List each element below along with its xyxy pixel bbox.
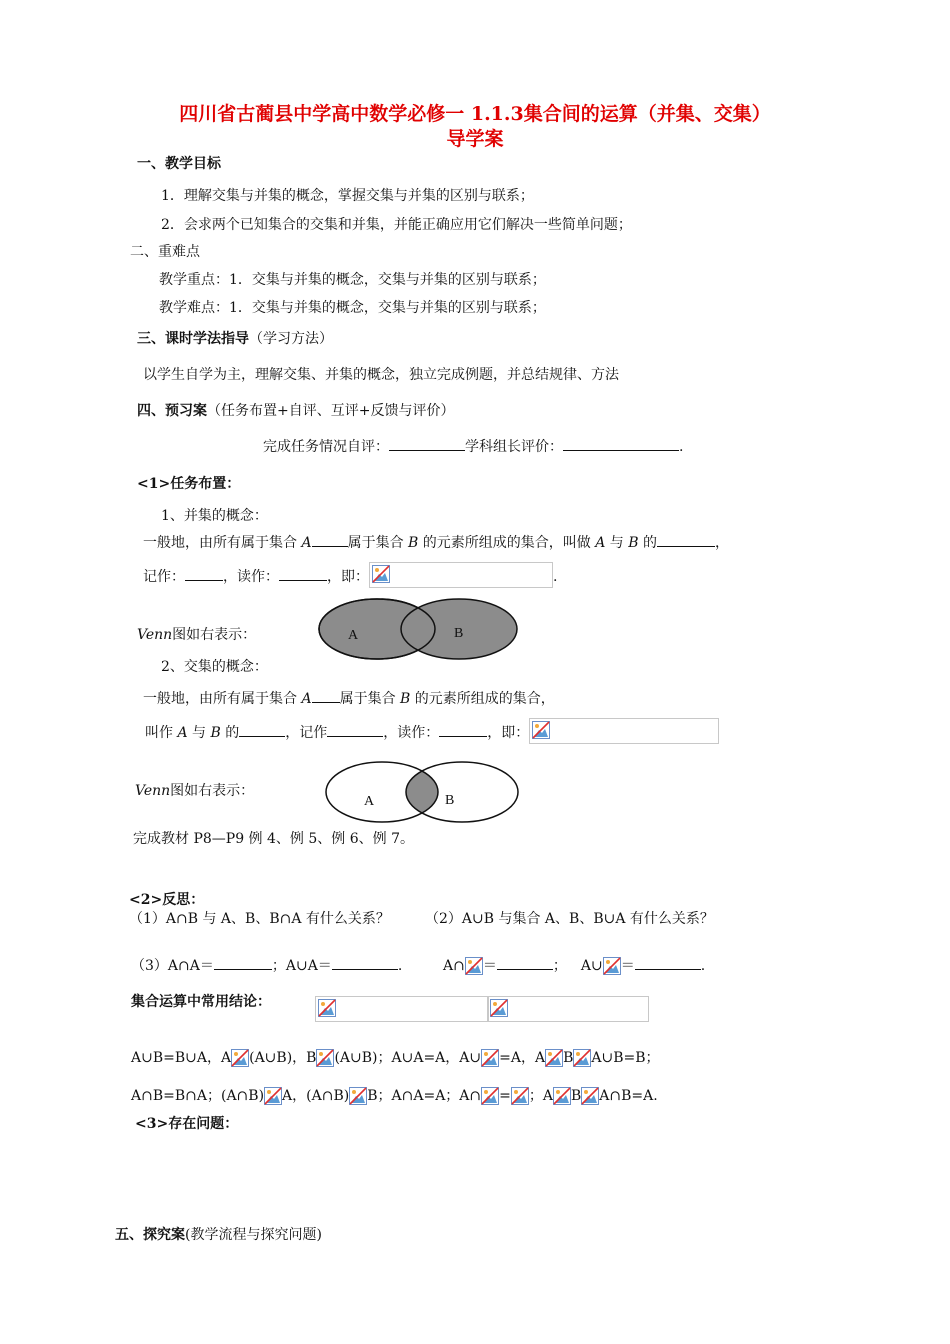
var-b: B (210, 725, 221, 741)
text: ；A (528, 1088, 553, 1104)
union-notation-blank[interactable] (185, 566, 223, 581)
text: 叫作 (145, 725, 178, 741)
broken-image-icon (372, 565, 390, 583)
reflection-question-3 (131, 955, 402, 975)
reflection-question-1: （1）A∩B 与 A、B、B∩A 有什么关系？ (129, 911, 390, 927)
formula-image-placeholder (369, 562, 553, 588)
text: 的 (638, 535, 658, 551)
text: B (563, 1050, 574, 1066)
text: . (397, 958, 403, 974)
text: ＝ (620, 958, 635, 974)
text: A∩ (443, 958, 465, 974)
section-heading-inquiry-note: (教学流程与探究问题) (185, 1227, 322, 1243)
answer-blank[interactable] (497, 955, 553, 970)
text: 属于集合 (339, 691, 401, 707)
text: . (700, 958, 706, 974)
section-heading-inquiry (115, 1224, 322, 1244)
text: A∪B=B； (591, 1050, 660, 1066)
union-reading-blank[interactable] (279, 566, 327, 581)
venn-text: 图如右表示： (172, 627, 257, 643)
venn-label-a: A (364, 794, 375, 809)
var-a: A (177, 725, 188, 741)
var-a: A (301, 535, 312, 551)
section-heading-preview (137, 400, 454, 420)
broken-image-icon (581, 1087, 599, 1105)
var-b: B (628, 535, 639, 551)
intersection-definition-line2 (145, 720, 719, 746)
venn-label-b: B (445, 793, 455, 808)
text: A∩B=B∩A；(A∩B) (131, 1088, 265, 1104)
broken-image-icon (264, 1087, 282, 1105)
answer-blank[interactable] (635, 955, 701, 970)
union-title: 1、并集的概念： (161, 508, 268, 524)
text: . (553, 569, 558, 585)
union-blank-1[interactable] (312, 532, 348, 547)
broken-image-icon (490, 999, 508, 1017)
conclusions-heading: 集合运算中常用结论： (131, 994, 271, 1010)
intersection-blank-2[interactable] (239, 722, 285, 737)
section-heading-method-note: （学习方法） (249, 331, 333, 347)
leader-eval-label: 学科组长评价： (465, 439, 563, 455)
formula-image-placeholder (487, 996, 649, 1022)
objective-item: 2．会求两个已知集合的交集和并集，并能正确应用它们解决一些简单问题； (161, 217, 632, 233)
intersection-blank-1[interactable] (312, 688, 340, 703)
answer-blank[interactable] (332, 955, 398, 970)
section-heading-preview-title: 四、预习案 (137, 403, 207, 419)
conclusion-line-1 (131, 1047, 660, 1067)
text: 一般地，由所有属于集合 (143, 691, 302, 707)
text: ； (552, 958, 567, 974)
text: ，即： (327, 569, 369, 585)
text: ，记作 (285, 725, 328, 741)
venn-caption-union (137, 624, 256, 644)
broken-image-icon (553, 1087, 571, 1105)
broken-image-icon (545, 1049, 563, 1067)
union-definition-line1 (143, 532, 729, 552)
text: 的元素所组成的集合， (410, 691, 555, 707)
var-b: B (400, 691, 411, 707)
section-heading-method-title: 三、课时学法指导 (137, 331, 249, 347)
section-heading-preview-note: （任务布置+自评、互评+反馈与评价） (207, 403, 455, 419)
venn-text: 图如右表示： (170, 783, 255, 799)
eval-end: . (679, 439, 684, 455)
reflection-question-3-cont (443, 955, 705, 975)
section-heading-inquiry-title: 五、探究案 (115, 1227, 185, 1243)
text: ，即： (487, 725, 530, 741)
var-a: A (301, 691, 312, 707)
reflection-question-2: （2）A∪B 与集合 A、B、B∪A 有什么关系？ (425, 911, 714, 927)
formula-image-placeholder (529, 718, 719, 744)
document-title-line2: 导学案 (446, 128, 504, 150)
venn-label-a: A (348, 628, 359, 643)
text: A∩B=A. (599, 1088, 658, 1104)
text: 记作： (143, 569, 185, 585)
conclusion-line-2 (131, 1085, 658, 1105)
objective-item: 1．理解交集与并集的概念，掌握交集与并集的区别与联系； (161, 188, 534, 204)
text: 与 (187, 725, 211, 741)
text: ；A∪A＝ (271, 958, 332, 974)
venn-diagram-union (318, 597, 520, 661)
text: B；A∩A=A；A∩ (367, 1088, 482, 1104)
leader-eval-blank[interactable] (563, 436, 679, 451)
text: A∪ (580, 958, 603, 974)
var-a: A (595, 535, 606, 551)
venn-diagram-intersection (324, 760, 520, 824)
task-heading: <1>任务布置： (137, 476, 241, 492)
document-title-line1: 四川省古蔺县中学高中数学必修一 1.1.3集合间的运算（并集、交集） (179, 103, 771, 125)
intersection-definition-line1 (143, 688, 555, 708)
method-text: 以学生自学为主，理解交集、并集的概念，独立完成例题，并总结规律、方法 (143, 367, 619, 383)
text: （3）A∩A＝ (131, 958, 214, 974)
broken-image-icon (465, 957, 483, 975)
section-heading-method (137, 328, 333, 348)
text: ，读作： (383, 725, 440, 741)
answer-blank[interactable] (214, 955, 272, 970)
text: 属于集合 (347, 535, 409, 551)
text: 一般地，由所有属于集合 (143, 535, 302, 551)
evaluation-line (263, 436, 683, 456)
intersection-reading-blank[interactable] (439, 722, 487, 737)
text: A∪B=B∪A，A (131, 1050, 232, 1066)
broken-image-icon (349, 1087, 367, 1105)
text: 的元素所组成的集合，叫做 (418, 535, 596, 551)
self-eval-label: 完成任务情况自评： (263, 439, 389, 455)
textbook-exercise: 完成教材 P8—P9 例 4、例 5、例 6、例 7。 (133, 831, 414, 847)
text: = (499, 1088, 511, 1104)
problems-heading: <3>存在问题： (135, 1116, 239, 1132)
text: ，读作： (223, 569, 279, 585)
broken-image-icon (231, 1049, 249, 1067)
text: ， (715, 535, 730, 551)
text: 的 (220, 725, 240, 741)
broken-image-icon (573, 1049, 591, 1067)
text: (A∪B)，B (249, 1050, 317, 1066)
union-definition-line2 (143, 564, 557, 590)
broken-image-icon (318, 999, 336, 1017)
text: =A，A (499, 1050, 546, 1066)
broken-image-icon (532, 721, 550, 739)
text: 与 (605, 535, 629, 551)
var-b: B (408, 535, 419, 551)
text: (A∪B)；A∪A=A，A∪ (334, 1050, 482, 1066)
text: A，(A∩B) (282, 1088, 350, 1104)
union-blank-2[interactable] (657, 532, 715, 547)
section-heading-key-points: 二、重难点 (130, 244, 200, 260)
broken-image-icon (316, 1049, 334, 1067)
reflection-heading: <2>反思： (129, 892, 205, 908)
formula-image-placeholder (315, 996, 489, 1022)
difficult-point: 教学难点：1．交集与并集的概念，交集与并集的区别与联系； (159, 300, 546, 316)
broken-image-icon (481, 1049, 499, 1067)
venn-caption-intersection (135, 780, 254, 800)
venn-label: Venn (135, 783, 171, 799)
self-eval-blank[interactable] (389, 436, 465, 451)
text: ＝ (482, 958, 497, 974)
broken-image-icon (481, 1087, 499, 1105)
intersection-notation-blank[interactable] (327, 722, 383, 737)
section-heading-objectives: 一、教学目标 (137, 156, 221, 172)
key-point: 教学重点：1．交集与并集的概念，交集与并集的区别与联系； (159, 272, 546, 288)
venn-label-b: B (454, 626, 464, 641)
broken-image-icon (511, 1087, 529, 1105)
text: B (571, 1088, 582, 1104)
venn-label: Venn (137, 627, 173, 643)
intersection-title: 2、交集的概念： (161, 659, 268, 675)
broken-image-icon (603, 957, 621, 975)
